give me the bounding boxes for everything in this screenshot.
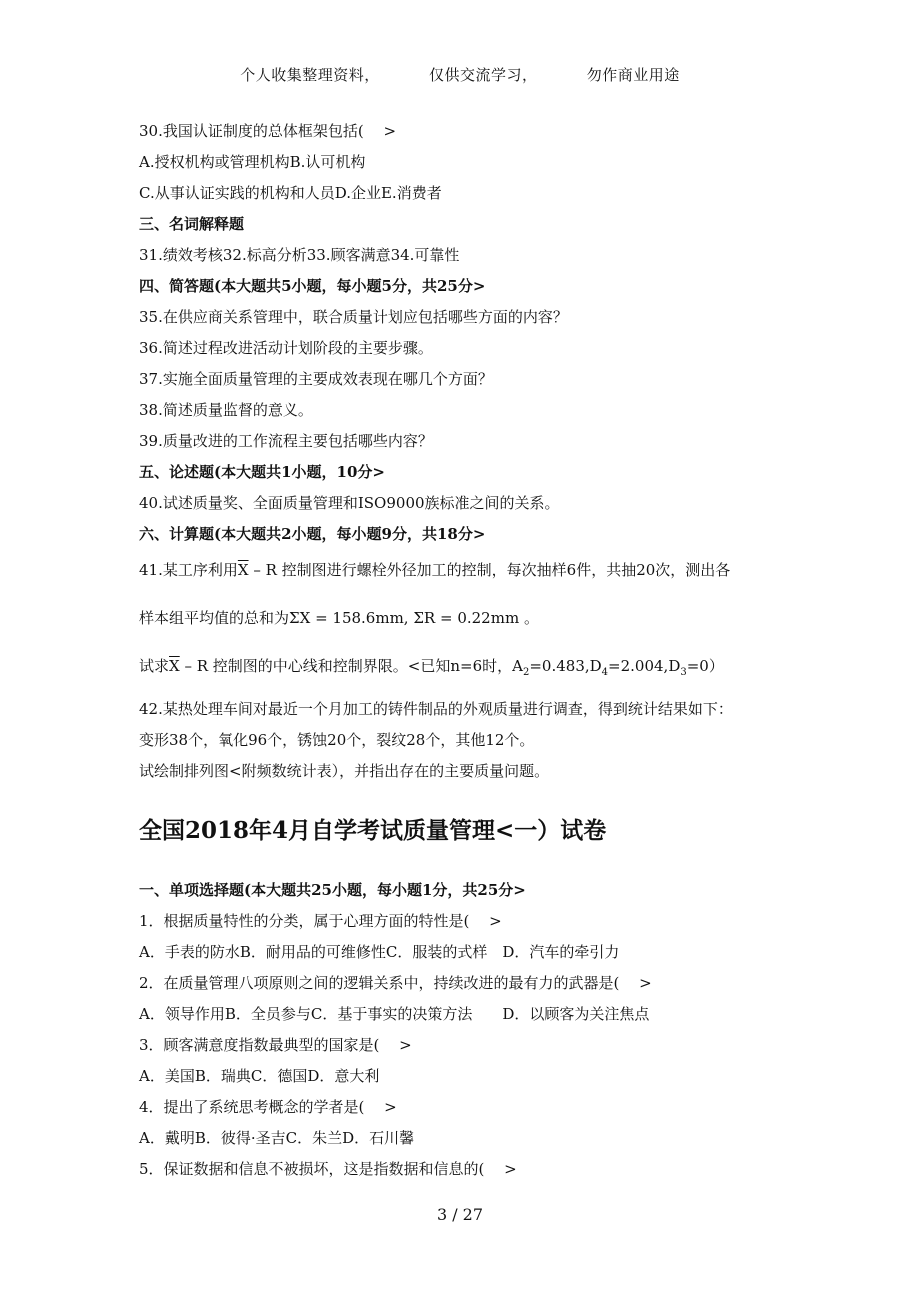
question-36: 36.简述过程改进活动计划阶段的主要步骤。 [139,339,433,357]
question-2: 2．在质量管理八项原则之间的逻辑关系中，持续改进的最有力的武器是( > [139,974,652,992]
section-heading-4: 四、简答题(本大题共5小题，每小题5分，共25分> [139,277,486,295]
question-42-line-3: 试绘制排列图<附频数统计表），并指出存在的主要质量问题。 [139,762,550,780]
question-30: 30.我国认证制度的总体框架包括( > [139,122,397,140]
x-bar-symbol: $\overline{X}$ [237,561,249,579]
q41-ask-text-e: =0） [686,657,724,675]
header-text-1: 个人收集整理资料， [240,66,380,84]
question-42-line-2: 变形38个，氧化96个，锈蚀20个，裂纹28个，其他12个。 [139,731,535,749]
question-5: 5．保证数据和信息不被损坏，这是指数据和信息的( > [139,1160,517,1178]
question-38: 38.简述质量监督的意义。 [139,401,313,419]
sub-d4: 4 [601,667,609,678]
question-3: 3．顾客满意度指数最典型的国家是( > [139,1036,412,1054]
question-37: 37.实施全面质量管理的主要成效表现在哪几个方面？ [139,370,493,388]
page-header [0,64,920,85]
question-2-options: A．领导作用B．全员参与C．基于事实的决策方法 D．以顾客为关注焦点 [139,1005,650,1023]
question-41-line-1 [139,560,730,580]
q41-sum-values: = 158.6mm, ΣR = 0.22mm 。 [310,609,539,627]
header-text-3: 勿作商业用途 [586,66,680,84]
sub-d3: 3 [680,667,687,678]
page-number: 3 / 27 [436,1205,484,1224]
q41-ask-text: 试求 [139,657,170,675]
question-4-options: A．戴明B．彼得·圣吉C．朱兰D．石川馨 [139,1129,415,1147]
question-42-line-1: 42.某热处理车间对最近一个月加工的铸件制品的外观质量进行调查，得到统计结果如下： [139,700,733,718]
question-41-line-2 [139,608,539,628]
question-30-options-1: A.授权机构或管理机构B.认可机构 [139,153,366,171]
q41-sum-text: 样本组平均值的总和为ΣX [139,609,311,627]
question-1: 1．根据质量特性的分类，属于心理方面的特性是( > [139,912,502,930]
question-41-line-3 [139,656,724,683]
q41-text-b: – R 控制图进行螺栓外径加工的控制，每次抽样6件，共抽20次，测出各 [248,561,731,579]
section-heading-5: 五、论述题(本大题共1小题，10分> [139,463,385,481]
q41-ask-text-b: – R 控制图的中心线和控制界限。<已知n=6时，A [179,657,523,675]
x-bar-symbol-2: $\overline{X}$ [169,657,180,675]
section-heading-1: 一、单项选择题(本大题共25小题，每小题1分，共25分> [139,881,526,899]
question-3-options: A．美国B．瑞典C．德国D．意大利 [139,1067,380,1085]
exam-title: 全国2018年4月自学考试质量管理<一）试卷 [139,817,607,844]
question-40: 40.试述质量奖、全面质量管理和ISO9000族标准之间的关系。 [139,494,560,512]
question-39: 39.质量改进的工作流程主要包括哪些内容？ [139,432,433,450]
q41-ask-text-d: =2.004,D [608,657,681,675]
section-heading-6: 六、计算题(本大题共2小题，每小题9分，共18分> [139,525,486,543]
question-1-options: A．手表的防水B．耐用品的可维修性C．服装的式样 D．汽车的牵引力 [139,943,620,961]
q41-ask-text-c: =0.483,D [529,657,602,675]
header-text-2: 仅供交流学习， [428,66,538,84]
sub-a2: 2 [522,667,530,678]
question-35: 35.在供应商关系管理中，联合质量计划应包括哪些方面的内容？ [139,308,568,326]
questions-31-34: 31.绩效考核32.标高分析33.顾客满意34.可靠性 [139,246,460,264]
section-heading-3: 三、名词解释题 [139,215,245,233]
q41-text-a: 41.某工序利用 [139,561,238,579]
question-4: 4．提出了系统思考概念的学者是( > [139,1098,397,1116]
question-30-options-2: C.从事认证实践的机构和人员D.企业E.消费者 [139,184,442,202]
